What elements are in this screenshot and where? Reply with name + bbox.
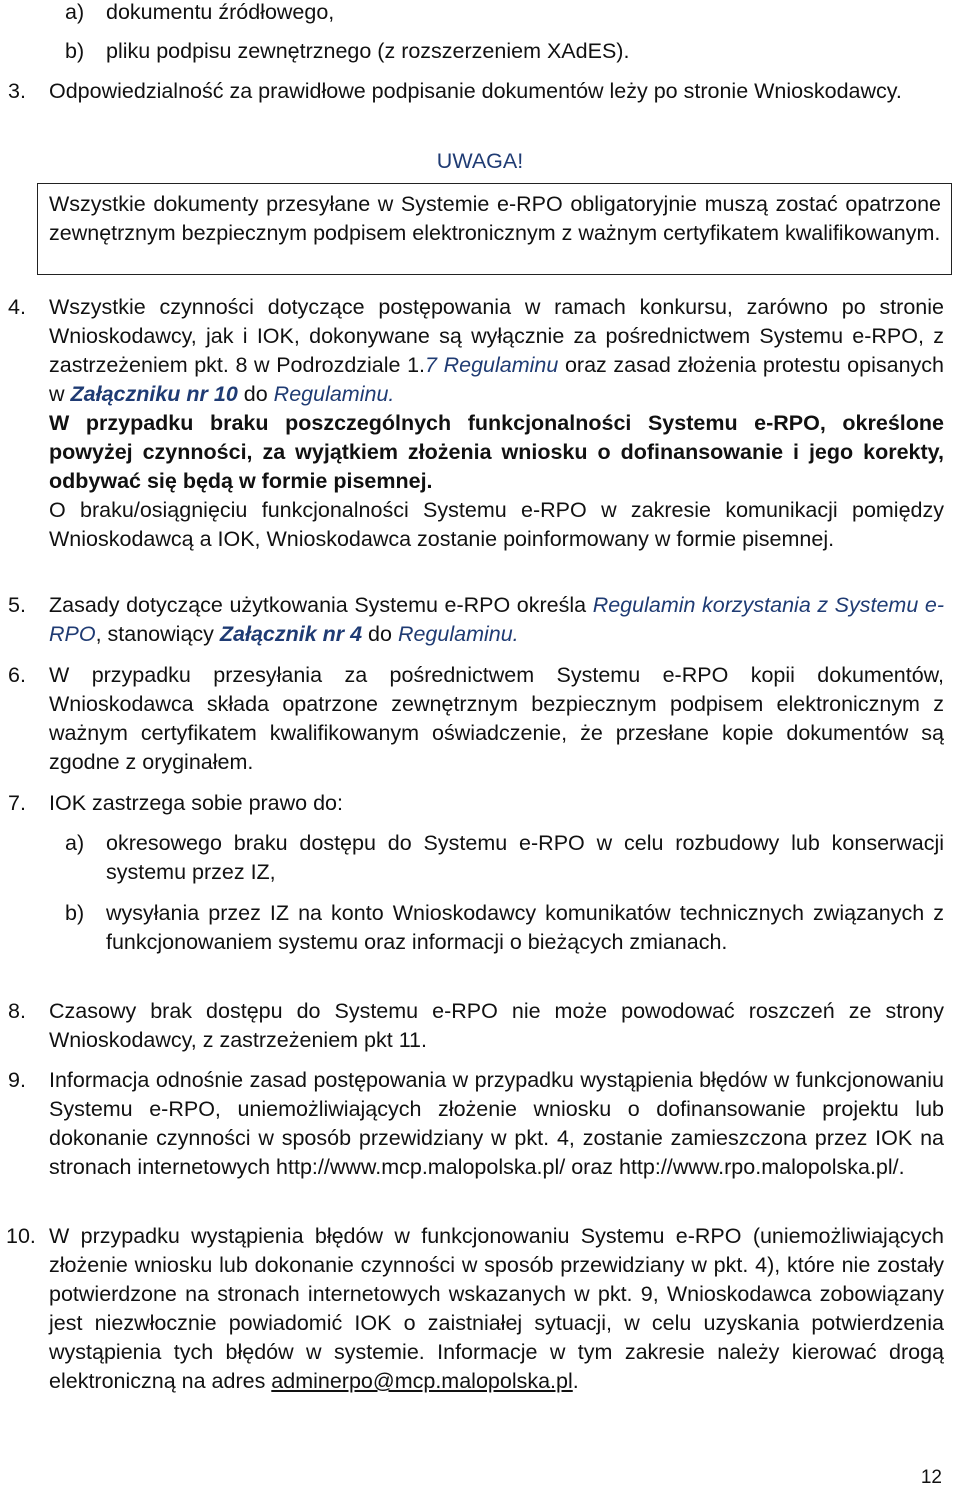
item-number: 10. — [6, 1224, 36, 1248]
list-item-9 — [8, 1066, 944, 1182]
list-item-6 — [8, 661, 944, 777]
list-item-7a — [65, 829, 944, 887]
zalacznik-10-link[interactable]: Załączniku nr 10 — [70, 382, 238, 406]
list-text: okresowego braku dostępu do Systemu e-RPO w celu rozbudowy lub konserwacji systemu przez IZ, — [106, 831, 944, 884]
item-text: . — [572, 1369, 579, 1393]
regulamin-link[interactable]: Regulaminu. — [397, 622, 519, 646]
item-text: , stanowiący — [95, 622, 220, 646]
item-text: W przypadku wystąpienia błędów w funkcjonowaniu Systemu e-RPO (uniemożliwiających złożenie wniosku lub dokonanie czynności w sposób przewidziany w pkt. 4), które nie zostały potwierdzone na stronach internetowych wskazanych w pkt. 9, Wnioskodawca zobowiązany jest niezwłocznie powiadomić IOK o zaistniałej sytuacji, w celu uzyskania potwierdzenia wystąpienia tych błędów w systemie. Informacje w tym zakresie należy kierować drogą elektroniczną na adres — [49, 1224, 944, 1393]
item-number: 3. — [8, 79, 26, 103]
list-item-b-signature-file — [65, 37, 944, 66]
item-number: 6. — [8, 663, 26, 687]
list-label: b) — [65, 901, 85, 925]
item-text: O braku/osiągnięciu funkcjonalności Systemu e-RPO w zakresie komunikacji pomiędzy Wnioskodawcą a IOK, Wnioskodawca zostanie poinformowany w formie pisemnej. — [49, 498, 944, 551]
email-link[interactable]: adminerpo@mcp.malopolska.pl — [271, 1369, 573, 1393]
warning-heading: UWAGA! — [436, 149, 524, 173]
regulamin-link[interactable]: Regulaminu. — [273, 382, 395, 406]
list-text: pliku podpisu zewnętrznego (z rozszerzeniem XAdES). — [106, 39, 630, 63]
warning-text: Wszystkie dokumenty przesyłane w Systemie e-RPO obligatoryjnie muszą zostać opatrzone zewnętrznym bezpiecznym podpisem elektronicznym z ważnym certyfikatem kwalifikowanym. — [49, 192, 941, 245]
item-number: 5. — [8, 593, 26, 617]
regulamin-link[interactable]: 7 Regulaminu — [425, 353, 559, 377]
item-text: IOK zastrzega sobie prawo do: — [49, 791, 343, 815]
item-text: oraz zasad złożenia protestu opisanych w — [49, 353, 944, 406]
list-text: wysyłania przez IZ na konto Wnioskodawcy komunikatów technicznych związanych z funkcjonowaniem systemu oraz informacji o bieżących zmianach. — [106, 901, 944, 954]
list-item-3 — [8, 77, 944, 106]
zalacznik-4-link[interactable]: Załącznik nr 4 — [219, 622, 363, 646]
list-item-7b — [65, 899, 944, 957]
bold-notice: W przypadku braku poszczególnych funkcjonalności Systemu e-RPO, określone powyżej czynności, za wyjątkiem złożenia wniosku o dofinansowanie i jego korekty, odbywać się będą w formie pisemnej. — [49, 411, 944, 493]
list-item-7 — [8, 789, 944, 818]
list-label: a) — [65, 0, 85, 24]
item-text: do — [237, 382, 274, 406]
list-label: b) — [65, 39, 85, 63]
item-text: W przypadku przesyłania za pośrednictwem Systemu e-RPO kopii dokumentów, Wnioskodawca składa opatrzone zewnętrznym bezpiecznym podpisem elektronicznym z ważnym certyfikatem kwalifikowanym oświadczenie, że przesłane kopie dokumentów są zgodne z oryginałem. — [49, 663, 944, 774]
item-number: 7. — [8, 791, 26, 815]
warning-box — [37, 183, 952, 275]
item-number: 8. — [8, 999, 26, 1023]
list-text: dokumentu źródłowego, — [106, 0, 335, 24]
regulamin-korzystania-link[interactable]: Regulamin korzystania z Systemu e-RPO — [49, 593, 944, 646]
page-number: 12 — [920, 1467, 942, 1488]
list-item-8 — [8, 997, 944, 1055]
list-item-a-source — [65, 0, 944, 27]
list-item-5 — [8, 591, 944, 649]
item-text: do — [362, 622, 398, 646]
item-text: Czasowy brak dostępu do Systemu e-RPO nie może powodować roszczeń ze strony Wnioskodawcy, z zastrzeżeniem pkt 11. — [49, 999, 944, 1052]
item-text: Zasady dotyczące użytkowania Systemu e-RPO określa — [49, 593, 593, 617]
item-text: Odpowiedzialność za prawidłowe podpisanie dokumentów leży po stronie Wnioskodawcy. — [49, 79, 902, 103]
list-item-10 — [8, 1222, 944, 1396]
list-item-4 — [8, 293, 944, 554]
item-number: 9. — [8, 1068, 26, 1092]
item-text: Informacja odnośnie zasad postępowania w przypadku wystąpienia błędów w funkcjonowaniu Systemu e-RPO, uniemożliwiających złożenie wniosku o dofinansowanie projektu lub dokonanie czynności w sposób przewidziany w pkt. 4, zostanie zamieszczona przez IOK na stronach internetowych http://www.mcp.malopolska.pl/ oraz http://www.rpo.malopolska.pl/. — [49, 1068, 944, 1179]
item-number: 4. — [8, 295, 26, 319]
item-text: Wszystkie czynności dotyczące postępowania w ramach konkursu, zarówno po stronie Wnioskodawcy, jak i IOK, dokonywane są wyłącznie za pośrednictwem Systemu e-RPO, z zastrzeżeniem pkt. 8 w Podrozdziale 1. — [49, 295, 944, 377]
list-label: a) — [65, 831, 85, 855]
